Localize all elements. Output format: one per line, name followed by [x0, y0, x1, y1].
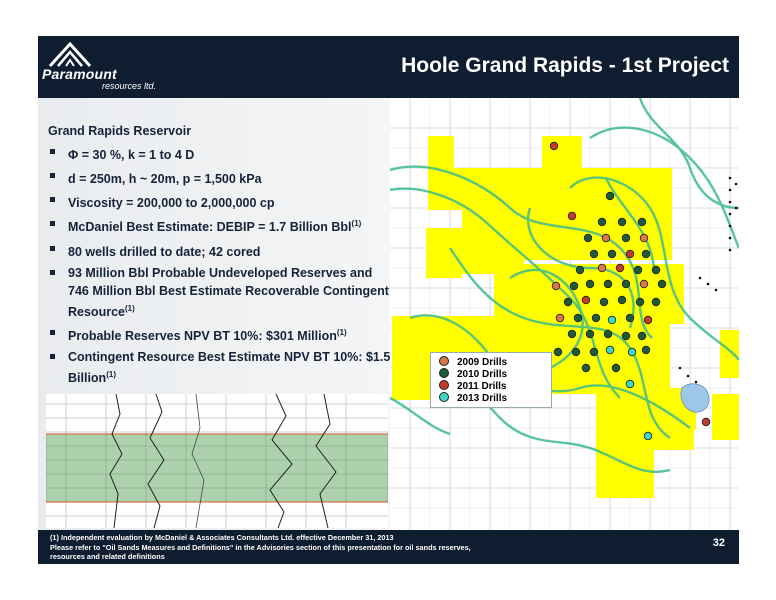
footnote-line: resources and related definitions	[50, 552, 165, 561]
footnote-ref: (1)	[351, 219, 362, 229]
bullet-list	[48, 143, 393, 387]
list-item	[48, 143, 393, 164]
bullet-text: 80 wells drilled to date; 42 cored	[68, 244, 261, 259]
legend-dot-icon	[439, 356, 449, 366]
footnote	[50, 533, 471, 562]
bullet-marker-icon	[50, 270, 55, 275]
footnote-ref: (1)	[106, 370, 116, 380]
bullet-text: 93 Million Bbl Probable Undeveloped Reserves and 746 Million Bbl Best Estimate Recoverable Contingent Resource	[68, 265, 389, 319]
map-legend	[430, 352, 552, 408]
legend-label: 2013 Drills	[457, 393, 508, 404]
bullet-marker-icon	[50, 149, 55, 154]
list-item	[48, 240, 393, 261]
legend-label: 2009 Drills	[457, 357, 508, 368]
legend-label: 2010 Drills	[457, 369, 508, 380]
list-item	[48, 191, 393, 212]
bullet-marker-icon	[50, 246, 55, 251]
header-bar	[38, 36, 739, 98]
footnote-line: (1) Independent evaluation by McDaniel & Associates Consultants Ltd. effective December 31, 2013	[50, 533, 394, 542]
bullet-text: McDaniel Best Estimate: DEBIP = 1.7 Billion Bbl	[68, 220, 352, 235]
slide	[38, 36, 739, 564]
list-item	[48, 324, 393, 345]
list-item	[48, 167, 393, 188]
legend-item	[439, 356, 507, 368]
footer-bar	[38, 530, 739, 564]
paramount-logo	[40, 42, 165, 92]
legend-dot-icon	[439, 380, 449, 390]
reservoir-summary	[48, 122, 393, 390]
bullet-marker-icon	[50, 173, 55, 178]
legend-label: 2011 Drills	[457, 381, 507, 392]
logo-subtitle: resources ltd.	[102, 81, 157, 91]
page-number: 32	[712, 537, 725, 549]
list-item	[48, 348, 393, 387]
bullet-marker-icon	[50, 197, 55, 202]
bullet-text: Probable Reserves NPV BT 10%: $301 Million	[68, 329, 337, 344]
legend-dot-icon	[439, 392, 449, 402]
lease-map	[390, 98, 739, 530]
footnote-ref: (1)	[124, 303, 135, 313]
bullet-text: d = 250m, h ~ 20m, p = 1,500 kPa	[68, 172, 262, 187]
mountain-logo-icon	[48, 42, 108, 68]
page-title: Hoole Grand Rapids - 1st Project	[401, 54, 729, 77]
list-item	[48, 264, 393, 321]
bullet-text: Viscosity = 200,000 to 2,000,000 cp	[68, 196, 275, 211]
bullet-text: Contingent Resource Best Estimate NPV BT 10%: $1.5 Billion	[68, 350, 391, 386]
footnote-ref: (1)	[336, 327, 347, 337]
logo-wordmark: Paramount	[42, 66, 117, 82]
legend-dot-icon	[439, 368, 449, 378]
section-heading: Grand Rapids Reservoir	[48, 124, 192, 138]
bullet-marker-icon	[50, 221, 55, 226]
bullet-text: Φ = 30 %, k = 1 to 4 D	[68, 148, 195, 163]
list-item	[48, 215, 393, 236]
legend-item	[439, 380, 506, 392]
legend-item	[439, 368, 507, 380]
legend-item	[439, 392, 507, 404]
bullet-marker-icon	[50, 354, 55, 359]
well-log-image	[46, 394, 388, 528]
footnote-line: Please refer to "Oil Sands Measures and Definitions" in the Advisories section of this presentation for oil sands reserves,	[50, 542, 471, 552]
bullet-marker-icon	[50, 330, 55, 335]
